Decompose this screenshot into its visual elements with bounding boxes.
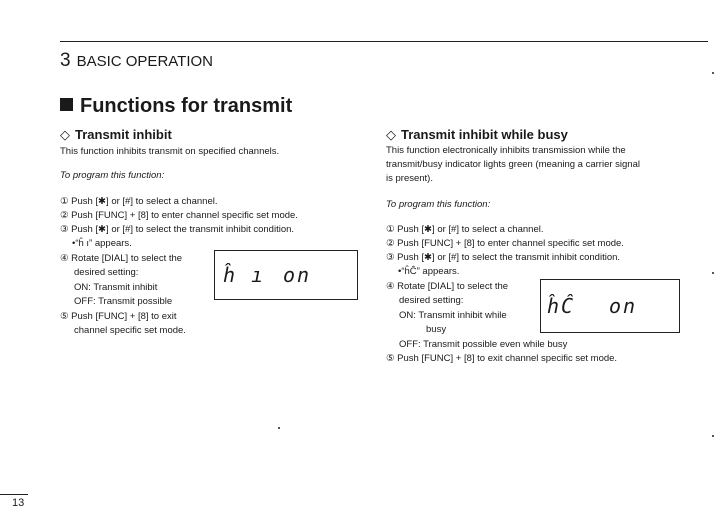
right-step-1: ① Push [✱] or [#] to select a channel. (386, 224, 544, 235)
footer-rule (0, 494, 28, 495)
left-lcd-display (214, 250, 358, 300)
square-bullet-icon (60, 98, 73, 111)
header-rule (60, 41, 708, 42)
right-program-label: To program this function: (386, 199, 491, 210)
diamond-icon: ◇ (60, 127, 70, 142)
left-intro: This function inhibits transmit on specified channels. (60, 146, 280, 157)
section-title: Functions for transmit (60, 95, 292, 118)
right-intro-line-3: is present). (386, 173, 433, 184)
left-off-option: OFF: Transmit possible (74, 296, 173, 307)
left-step-4-cont: desired setting: (74, 267, 139, 278)
diamond-icon: ◇ (386, 127, 396, 142)
chapter-heading (60, 50, 213, 72)
right-lcd-left-text: ĥĈ (547, 294, 576, 318)
left-step-4: ④ Rotate [DIAL] to select the (60, 253, 183, 264)
right-intro-line-2: transmit/busy indicator lights green (meaning a carrier signal (386, 159, 640, 170)
right-step-3: ③ Push [✱] or [#] to select the transmit inhibit condition. (386, 252, 621, 263)
chapter-title: BASIC OPERATION (76, 53, 213, 70)
left-lcd-left-text: ĥ ı (223, 263, 266, 287)
right-lcd-right-text: on (609, 294, 638, 318)
left-step-3-note: •“ĥ ı” appears. (72, 238, 132, 249)
left-program-label: To program this function: (60, 170, 165, 181)
right-on-option-cont: busy (426, 324, 447, 335)
left-on-option: ON: Transmit inhibit (74, 282, 158, 293)
scan-mark (278, 427, 280, 429)
right-step-4: ④ Rotate [DIAL] to select the (386, 281, 509, 292)
chapter-number: 3 (60, 50, 71, 71)
right-intro-line-1: This function electronically inhibits transmission while the (386, 145, 626, 156)
left-step-5-cont: channel specific set mode. (74, 325, 186, 336)
left-step-2: ② Push [FUNC] + [8] to enter channel specific set mode. (60, 210, 298, 221)
scan-mark (712, 72, 714, 74)
scan-mark (712, 435, 714, 437)
left-lcd-right-text: on (283, 263, 312, 287)
right-lcd-display (540, 279, 680, 333)
page-number: 13 (12, 497, 25, 509)
right-on-option: ON: Transmit inhibit while (399, 310, 507, 321)
left-step-3: ③ Push [✱] or [#] to select the transmit inhibit condition. (60, 224, 295, 235)
left-heading: ◇ Transmit inhibit (60, 127, 172, 142)
right-off-option: OFF: Transmit possible even while busy (399, 339, 568, 350)
right-step-3-note: •“ĥĈ” appears. (398, 266, 460, 277)
left-step-5: ⑤ Push [FUNC] + [8] to exit (60, 311, 177, 322)
left-step-1: ① Push [✱] or [#] to select a channel. (60, 196, 218, 207)
right-heading: ◇ Transmit inhibit while busy (386, 127, 568, 142)
right-step-4-cont: desired setting: (399, 295, 464, 306)
scan-mark (712, 272, 714, 274)
right-step-5: ⑤ Push [FUNC] + [8] to exit channel specific set mode. (386, 353, 618, 364)
right-step-2: ② Push [FUNC] + [8] to enter channel specific set mode. (386, 238, 624, 249)
